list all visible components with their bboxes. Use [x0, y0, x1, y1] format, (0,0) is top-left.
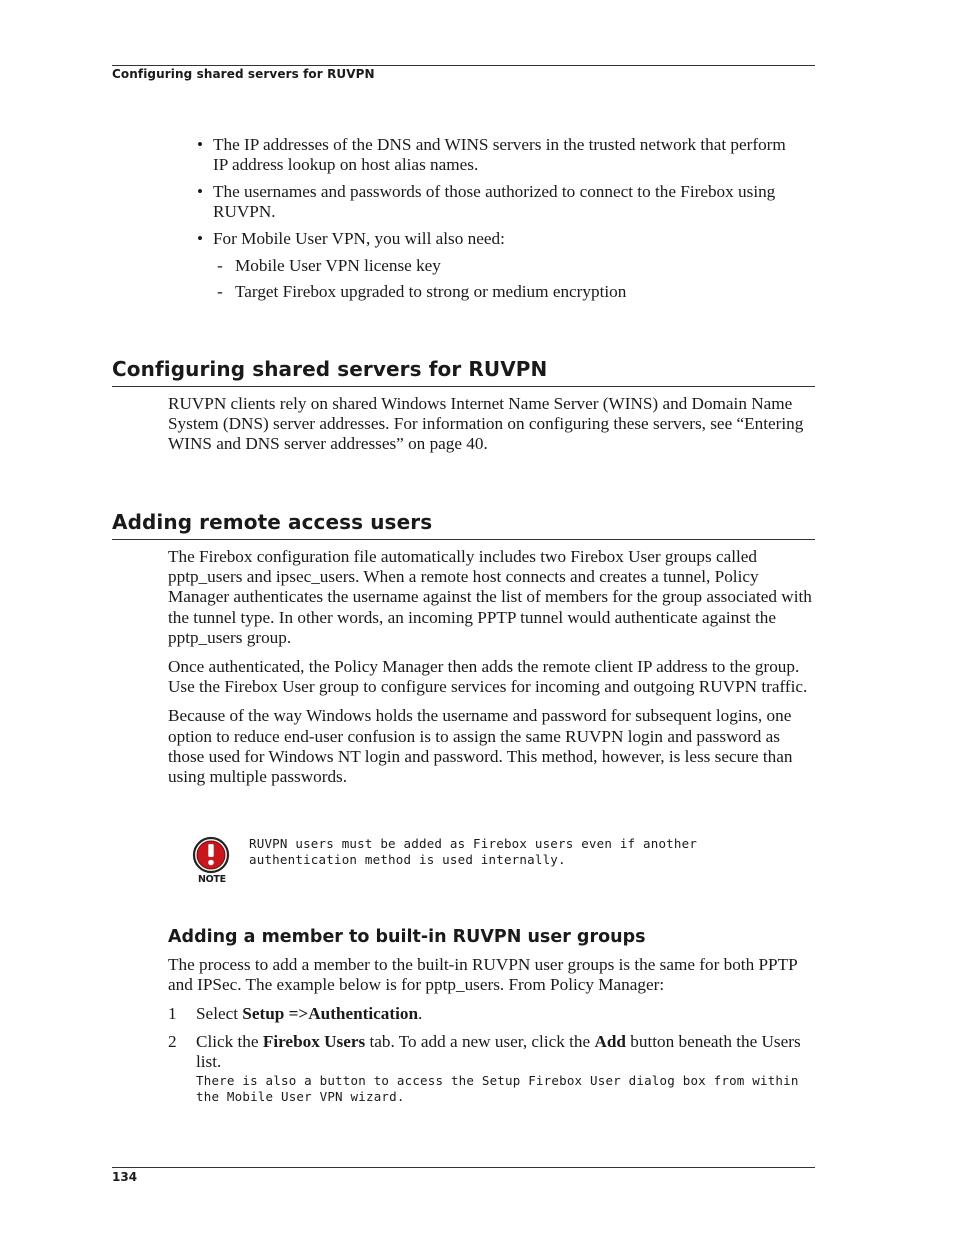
paragraph: The Firebox configuration file automatically includes two Firebox User groups called pptp_users and ipsec_users. When a remote host connects and creates a tunnel, Policy Manager authenticates the username against the list of members for the group associated with the tunnel type. In other words, an incoming PPTP tunnel would authenticate against the pptp_users group. — [168, 547, 812, 647]
bullet-icon: • — [197, 181, 204, 201]
footer-rule — [112, 1167, 815, 1168]
dash-icon: - — [217, 282, 223, 302]
sub-list-item — [197, 256, 797, 276]
bullet-icon: • — [197, 135, 204, 154]
remote-users-body — [168, 547, 813, 796]
step-text: tab. To add a new user, click the — [365, 1031, 595, 1051]
menu-arrow: => — [288, 1004, 309, 1024]
requirements-list — [197, 135, 797, 309]
paragraph: Because of the way Windows holds the username and password for subsequent logins, one option to reduce end-user confusion is to assign the same RUVPN login and password as those used for Windows NT login and password. This method, however, is less secure than using multiple passwords. — [168, 706, 793, 787]
list-item — [197, 229, 797, 249]
sub-list-item-text: Target Firebox upgraded to strong or medium encryption — [235, 282, 627, 302]
step-text: button beneath the Users list. — [196, 1031, 801, 1071]
list-item — [197, 135, 797, 175]
section-rule — [112, 539, 815, 540]
note-icon — [190, 836, 232, 886]
header-rule — [112, 65, 815, 66]
section-heading-shared-servers: Configuring shared servers for RUVPN — [112, 357, 548, 381]
note-text: RUVPN users must be added as Firebox users even if another authentication method is used internally. — [249, 836, 698, 867]
sub-list-item — [197, 282, 797, 302]
tab-firebox-users: Firebox Users — [262, 1031, 366, 1051]
note-icon-label: NOTE — [198, 874, 226, 885]
section-rule — [112, 386, 815, 387]
bullet-icon: • — [197, 228, 204, 248]
step-1 — [168, 1004, 813, 1024]
list-item-text: The usernames and passwords of those authorized to connect to the Firebox using RUVPN. — [213, 181, 776, 222]
paragraph: The process to add a member to the built-in RUVPN user groups is the same for both PPTP and IPSec. The example below is for pptp_users. From Policy Manager: — [168, 955, 798, 995]
subsection-heading-add-member: Adding a member to built-in RUVPN user groups — [168, 927, 646, 947]
add-member-body — [168, 955, 813, 1112]
menu-authentication: Authentication — [308, 1004, 419, 1024]
running-header: Configuring shared servers for RUVPN — [112, 67, 375, 81]
paragraph: Once authenticated, the Policy Manager then adds the remote client IP address to the group. Use the Firebox User group to configure services for incoming and outgoing RUVPN traffic. — [168, 657, 808, 697]
step-2 — [168, 1032, 813, 1105]
dash-icon: - — [217, 255, 223, 275]
paragraph: RUVPN clients rely on shared Windows Internet Name Server (WINS) and Domain Name System (DNS) server addresses. For information on configuring these servers, see “Entering WINS and DNS server addresses” on page 40. — [168, 394, 804, 454]
step-text: Select — [196, 1004, 243, 1024]
section-heading-remote-users: Adding remote access users — [112, 510, 433, 534]
step-text: . — [418, 1004, 423, 1024]
step-number: 2 — [168, 1031, 177, 1051]
list-item — [197, 182, 797, 222]
step-number: 1 — [168, 1004, 177, 1024]
step-tip: There is also a button to access the Setup Firebox User dialog box from within the Mobile User VPN wizard. — [196, 1073, 799, 1105]
step-text: Click the — [196, 1031, 263, 1051]
menu-setup: Setup — [242, 1004, 285, 1024]
page-number: 134 — [112, 1170, 138, 1184]
shared-servers-body — [168, 394, 813, 464]
add-button-label: Add — [594, 1031, 626, 1051]
list-item-text: The IP addresses of the DNS and WINS servers in the trusted network that perform IP address lookup on host alias names. — [213, 135, 786, 175]
list-item-text: For Mobile User VPN, you will also need: — [213, 228, 505, 248]
sub-list-item-text: Mobile User VPN license key — [235, 255, 441, 275]
